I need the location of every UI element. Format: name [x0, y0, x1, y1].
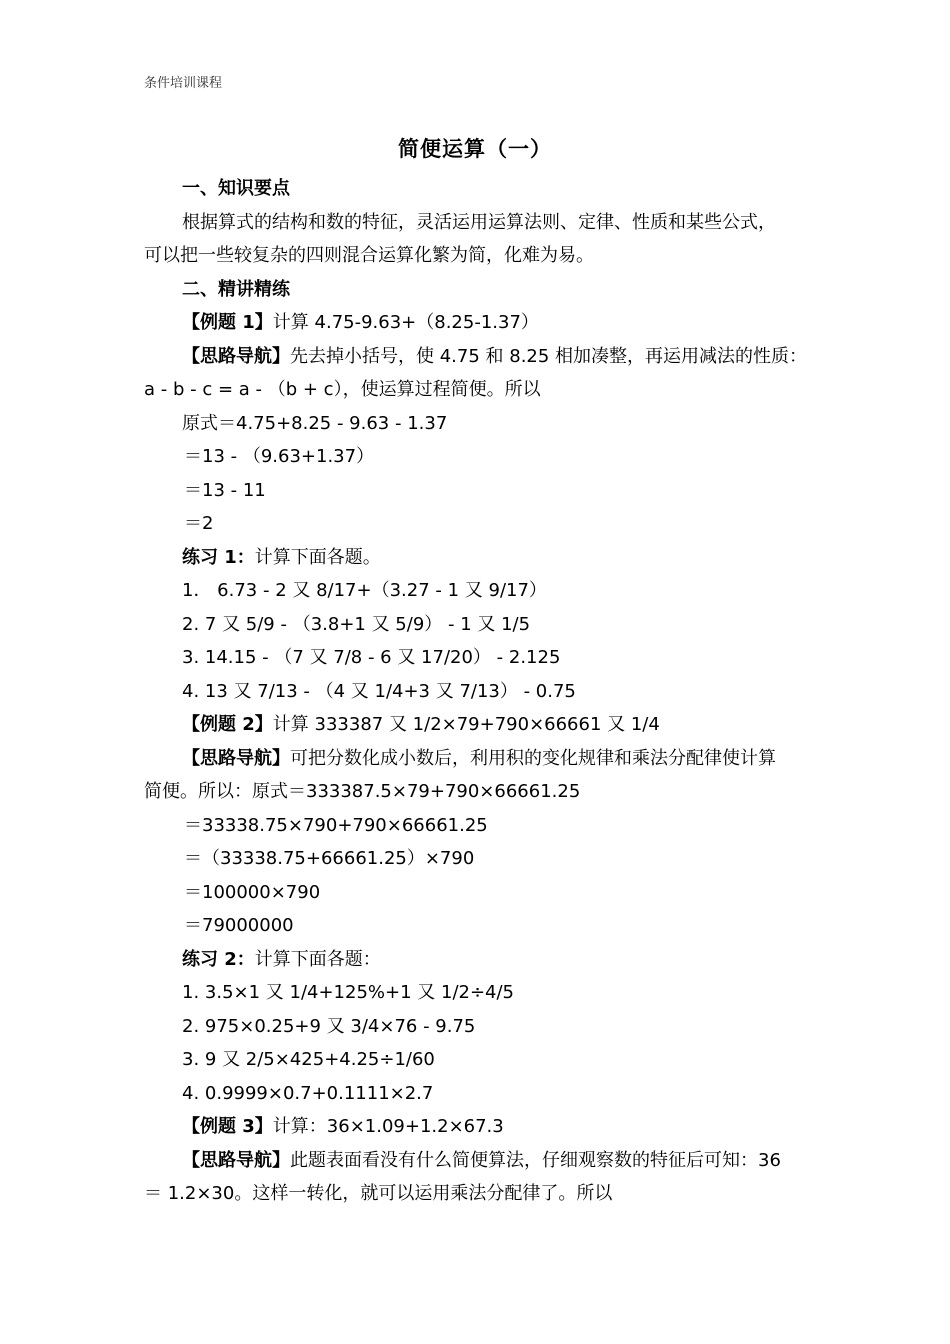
example3-guide-line2: ＝ 1.2×30。这样一转化，就可以运用乘法分配律了。所以: [144, 1183, 613, 1204]
example3-label: 【例题 3】: [182, 1116, 273, 1137]
example1-text: 计算 4.75-9.63+（8.25-1.37）: [272, 312, 539, 333]
example2-guide-label: 【思路导航】: [182, 747, 290, 769]
example3-question: [144, 1110, 816, 1144]
example1-guide-line2: a - b - c = a - （b + c），使运算过程简便。所以: [144, 379, 541, 400]
example2-guide-line1: [144, 742, 816, 776]
example1-question: [144, 306, 816, 340]
example2-step: ＝33338.75×790+790×66661.25: [184, 814, 488, 836]
practice1-text: 计算下面各题。: [254, 546, 381, 568]
practice2-item: 3. 9 又 2/5×425+4.25÷1/60: [182, 1049, 435, 1070]
example3-text: 计算：36×1.09+1.2×67.3: [272, 1116, 504, 1137]
example1-step: ＝13 - 11: [184, 479, 266, 501]
practice2-item: 2. 975×0.25+9 又 3/4×76 - 9.75: [182, 1015, 476, 1037]
practice2-item: 1. 3.5×1 又 1/4+125%+1 又 1/2÷4/5: [182, 982, 515, 1003]
example2-guide-line2: 简便。所以：原式＝333387.5×79+790×66661.25: [144, 781, 581, 802]
practice2-label: 练习 2：: [182, 948, 255, 970]
example1-label: 【例题 1】: [182, 312, 273, 333]
practice2-text: 计算下面各题：: [254, 948, 381, 970]
example2-step: ＝79000000: [184, 915, 294, 936]
section2-heading: 二、精讲精练: [182, 278, 290, 300]
example1-step: 原式＝4.75+8.25 - 9.63 - 1.37: [182, 412, 448, 434]
example1-step: ＝2: [184, 513, 214, 534]
practice1-label: 练习 1：: [182, 546, 255, 568]
example2-question: [144, 708, 816, 742]
document-body: [144, 172, 816, 1211]
practice1-heading: [144, 541, 816, 575]
example2-text: 计算 333387 又 1/2×79+790×66661 又 1/4: [272, 714, 660, 735]
practice1-item: 4. 13 又 7/13 - （4 又 1/4+3 又 7/13） - 0.75: [182, 680, 576, 702]
example1-step: ＝13 - （9.63+1.37）: [184, 446, 375, 467]
example1-guide-text: 先去掉小括号，使 4.75 和 8.25 相加凑整，再运用减法的性质：: [290, 345, 808, 367]
practice1-item: 2. 7 又 5/9 - （3.8+1 又 5/9） - 1 又 1/5: [182, 613, 531, 635]
example2-guide-text: 可把分数化成小数后，利用积的变化规律和乘法分配律使计算: [290, 747, 776, 769]
practice1-item: 3. 14.15 - （7 又 7/8 - 6 又 17/20） - 2.125: [182, 647, 561, 668]
section1-heading: 一、知识要点: [182, 178, 290, 199]
page-header: 条件培训课程: [144, 76, 223, 91]
practice1-item: 1． 6.73 - 2 又 8/17+（3.27 - 1 又 9/17）: [182, 580, 547, 601]
example3-guide-label: 【思路导航】: [182, 1149, 290, 1171]
example2-label: 【例题 2】: [182, 714, 273, 735]
example2-step: ＝（33338.75+66661.25）×790: [184, 848, 475, 869]
example3-guide-line1: [144, 1144, 816, 1178]
practice2-heading: [144, 943, 816, 977]
example1-guide-label: 【思路导航】: [182, 345, 290, 367]
section1-paragraph-line2: 可以把一些较复杂的四则混合运算化繁为简，化难为易。: [144, 245, 594, 266]
practice2-item: 4. 0.9999×0.7+0.1111×2.7: [182, 1082, 434, 1104]
example2-step: ＝100000×790: [184, 881, 321, 903]
example3-guide-text: 此题表面看没有什么简便算法，仔细观察数的特征后可知：36: [290, 1149, 781, 1171]
document-title: 简便运算（一）: [398, 137, 552, 161]
example1-guide-line1: [144, 340, 816, 374]
section1-paragraph-line1: 根据算式的结构和数的特征，灵活运用运算法则、定律、性质和某些公式，: [182, 211, 776, 233]
